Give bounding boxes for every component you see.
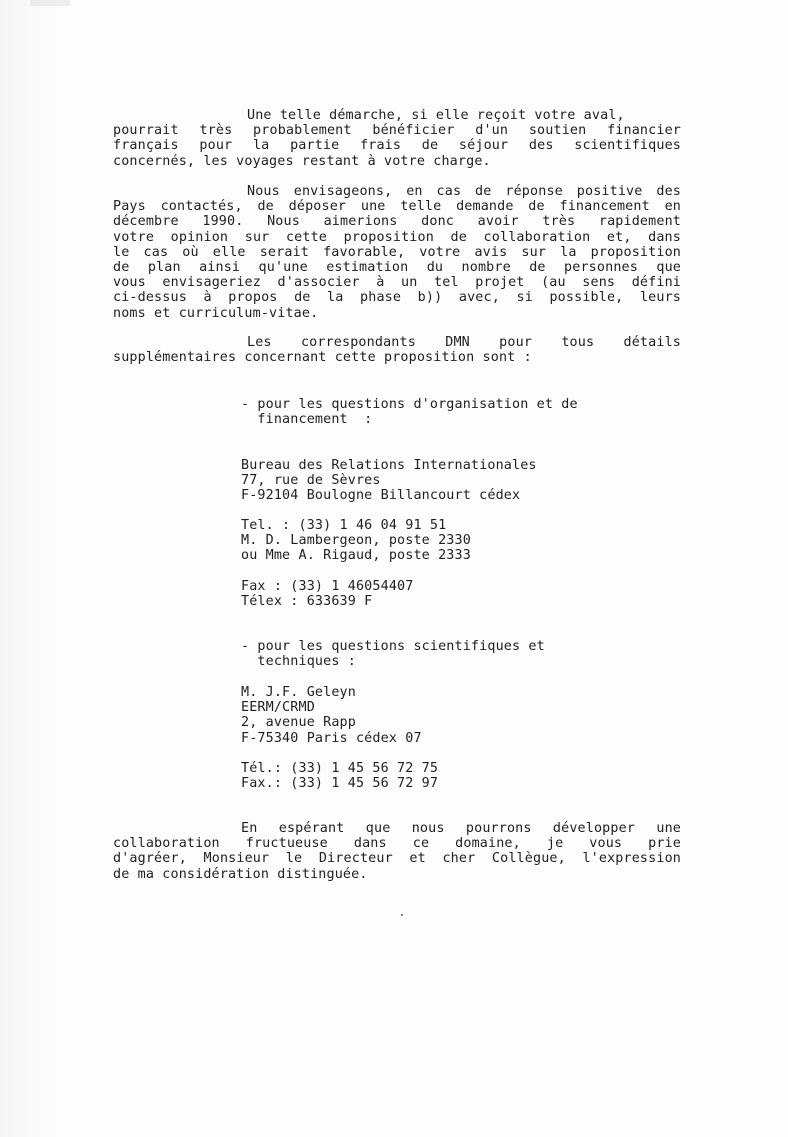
- paragraph-line: votre opinion sur cette proposition de collaboration et, dans: [113, 229, 681, 245]
- block-line: - pour les questions scientifiques et: [241, 639, 545, 654]
- paragraph-line: le cas où elle serait favorable, votre avis sur la proposition: [113, 244, 681, 260]
- paragraph-closing: [113, 821, 681, 882]
- paragraph-line: En espérant que nous pourrons développer une: [241, 821, 681, 836]
- paragraph-line: ci-dessus à propos de la phase b)) avec, si possible, leurs: [113, 290, 681, 306]
- paragraph-line: supplémentaires concernant cette proposition sont :: [113, 350, 532, 366]
- paragraph-correspondents: [113, 335, 681, 365]
- paragraph-line: français pour la partie frais de séjour des scientifiques: [113, 138, 681, 154]
- paragraph-line: pourrait très probablement bénéficier d'un soutien financier: [113, 123, 681, 139]
- block-line: M. D. Lambergeon, poste 2330: [241, 533, 471, 549]
- block-line: M. J.F. Geleyn: [241, 685, 356, 700]
- block-line: Télex : 633639 F: [241, 594, 373, 610]
- scan-artifact: [30, 0, 70, 6]
- paragraph-line: Une telle démarche, si elle reçoit votre aval,: [247, 108, 625, 123]
- scientific-heading: [241, 639, 545, 669]
- block-line: - pour les questions d'organisation et de: [241, 397, 578, 412]
- paragraph-line: de ma considération distinguée.: [113, 866, 368, 882]
- block-line: financement :: [241, 412, 373, 428]
- paragraph-line: d'agréer, Monsieur le Directeur et cher Collègue, l'expression: [113, 851, 681, 867]
- block-line: Bureau des Relations Internationales: [241, 458, 537, 473]
- block-line: Fax : (33) 1 46054407: [241, 579, 414, 594]
- organisation-fax: [241, 579, 413, 609]
- paragraph-line: collaboration fructueuse dans ce domaine, je vous prie: [113, 836, 681, 852]
- block-line: 77, rue de Sèvres: [241, 473, 381, 489]
- paragraph-proposal-request: [113, 184, 681, 321]
- block-line: ou Mme A. Rigaud, poste 2333: [241, 548, 471, 564]
- paragraph-funding-support: [113, 108, 681, 169]
- block-line: EERM/CRMD: [241, 700, 315, 716]
- block-line: 2, avenue Rapp: [241, 715, 356, 731]
- block-line: F-75340 Paris cédex 07: [241, 730, 422, 746]
- paragraph-line: de plan ainsi qu'une estimation du nombre de personnes que: [113, 260, 681, 276]
- paragraph-line: concernés, les voyages restant à votre charge.: [113, 153, 491, 169]
- block-line: Fax.: (33) 1 45 56 72 97: [241, 776, 439, 792]
- paragraph-line: décembre 1990. Nous aimerions donc avoir très rapidement: [113, 214, 681, 230]
- scientific-phone: [241, 761, 438, 791]
- paragraph-line: Nous envisageons, en cas de réponse positive des: [247, 184, 681, 199]
- ink-dot: [401, 914, 403, 916]
- organisation-phone: [241, 518, 471, 564]
- block-line: F-92104 Boulogne Billancourt cédex: [241, 488, 521, 504]
- block-line: Tel. : (33) 1 46 04 91 51: [241, 518, 447, 533]
- organisation-address: [241, 458, 537, 504]
- paragraph-line: Pays contactés, de déposer une telle demande de financement en: [113, 199, 681, 215]
- block-line: techniques :: [241, 654, 356, 670]
- paragraph-line: vous envisageriez d'associer à un tel projet (au sens défini: [113, 275, 681, 291]
- organisation-heading: [241, 397, 578, 427]
- paragraph-line: noms et curriculum-vitae.: [113, 305, 319, 321]
- scientific-address: [241, 685, 422, 746]
- paragraph-line: Les correspondants DMN pour tous détails: [247, 335, 681, 350]
- block-line: Tél.: (33) 1 45 56 72 75: [241, 761, 439, 776]
- scan-shadow: [0, 0, 60, 1137]
